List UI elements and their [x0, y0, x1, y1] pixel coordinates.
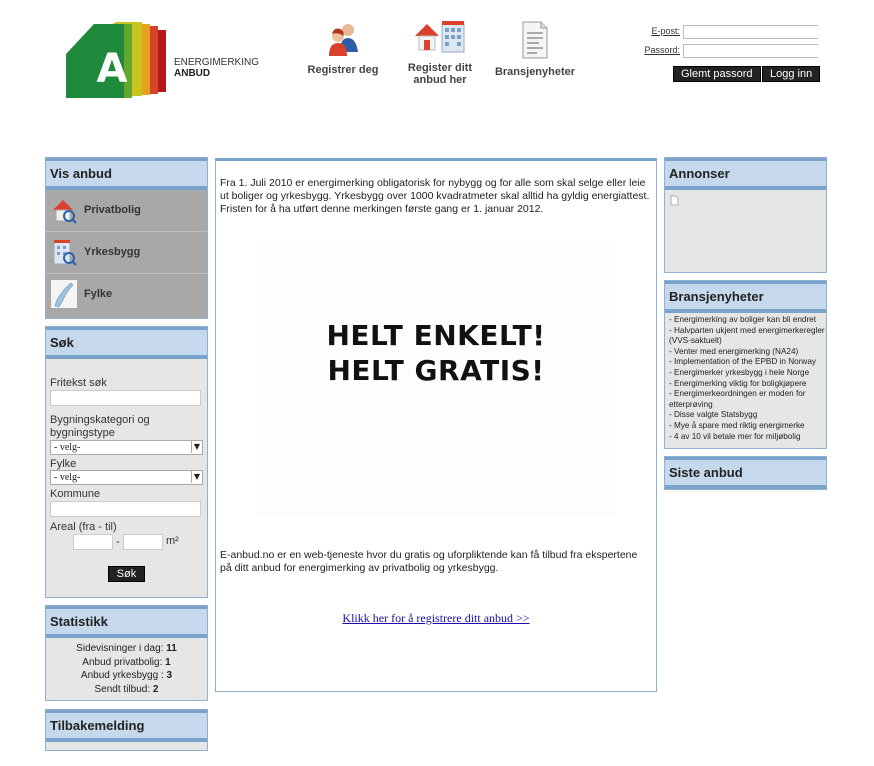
nav-label: Register ditt anbud her — [407, 62, 473, 86]
search-panel — [45, 326, 208, 598]
news-item[interactable]: - Energimerker yrkesbygg i hele Norge — [669, 367, 810, 377]
menu-item-fylke[interactable] — [46, 274, 207, 315]
stat-row: Anbud yrkesbygg : 3 — [80, 670, 173, 681]
password-field[interactable] — [683, 44, 818, 58]
main-content — [215, 158, 657, 692]
vis-anbud-title: Vis anbud — [46, 158, 207, 190]
nav-label: Bransjenyheter — [494, 66, 576, 78]
news-list — [665, 313, 826, 442]
menu-item-yrkesbygg[interactable] — [46, 232, 207, 274]
stat-row: Sendt tilbud: 2 — [94, 683, 159, 695]
kommune-input[interactable] — [50, 501, 201, 517]
building-search-icon — [51, 238, 77, 266]
intro-text: Fra 1. Juli 2010 er energimerking obligatorisk for nybygg og for alle som skal selge eller leie ut boliger og yrkesbygg. Yrkesbygg over 1000 kvadratmeter skal alltid ha gyldig energiattest. Fristen for å ha utført denne merkingen første gang er 1. januar 2012. — [220, 177, 650, 215]
news-item[interactable]: - Disse valgte Statsbygg — [669, 410, 758, 420]
nav-label: Registrer deg — [307, 64, 379, 76]
nav-register-bid[interactable] — [400, 18, 480, 86]
logo-letter: A — [96, 46, 128, 92]
feedback-panel[interactable] — [45, 709, 208, 751]
menu-label: Fylke — [84, 288, 113, 300]
news-item[interactable]: - Halvparten ukjent med energimerkeregler (VVS-saktuelt) — [669, 325, 825, 346]
stat-row: Anbud privatbolig: 1 — [82, 656, 171, 668]
house-building-icon — [412, 18, 468, 56]
chevron-down-icon: ▼ — [191, 441, 202, 453]
vis-anbud-panel — [45, 157, 208, 319]
news-item[interactable]: - Energimerkeordningen er moden for etterprøving — [669, 389, 806, 409]
chevron-down-icon: ▼ — [191, 471, 202, 483]
news-title: Bransjenyheter — [665, 281, 826, 313]
forgot-password-button[interactable]: Glemt passord — [673, 66, 761, 82]
document-icon — [520, 20, 550, 60]
logo-wordmark — [174, 57, 259, 79]
fylke-label: Fylke — [50, 458, 77, 470]
email-field[interactable] — [683, 25, 818, 39]
search-title: Søk — [46, 327, 207, 359]
ads-title: Annonser — [665, 158, 826, 190]
promo-banner — [256, 246, 616, 516]
nav-bransjenyheter[interactable] — [492, 20, 578, 78]
login-button[interactable]: Logg inn — [762, 66, 820, 82]
menu-item-privatbolig[interactable] — [46, 190, 207, 232]
news-item[interactable]: - Venter med energimerking (NA24) — [669, 346, 799, 356]
nav-register-user[interactable] — [300, 22, 386, 76]
logo-line2: ANBUD — [174, 68, 211, 79]
kategori-label: Bygningskategori og bygningstype — [50, 414, 150, 439]
promo-line2: HELT GRATIS! — [327, 354, 545, 387]
areal-to-input[interactable] — [123, 534, 163, 550]
areal-separator: - — [116, 536, 120, 548]
news-item[interactable]: - Implementation of the EPBD in Norway — [669, 357, 816, 367]
menu-label: Yrkesbygg — [84, 246, 141, 258]
promo-line1: HELT ENKELT! — [326, 319, 546, 352]
register-bid-link[interactable]: Klikk her for å registrere ditt anbud >> — [342, 611, 530, 625]
energy-label-logo-icon — [66, 22, 176, 100]
search-button[interactable]: Søk — [108, 566, 146, 582]
users-icon — [326, 22, 360, 58]
feedback-title: Tilbakemelding — [46, 710, 207, 742]
email-label: E-post: — [651, 26, 680, 36]
news-item[interactable]: - Mye å spare med riktig energimerke — [669, 420, 805, 430]
statistics-panel — [45, 605, 208, 701]
kommune-label: Kommune — [50, 488, 101, 500]
kategori-select[interactable]: - velg- ▼ — [50, 440, 203, 455]
fritekst-input[interactable] — [50, 390, 201, 406]
broken-image-icon — [670, 195, 679, 206]
latest-bids-title: Siste anbud — [665, 457, 826, 489]
areal-label: Areal (fra - til) — [50, 521, 117, 533]
latest-bids-panel — [664, 456, 827, 490]
menu-label: Privatbolig — [84, 204, 141, 216]
news-panel — [664, 280, 827, 449]
fylke-select[interactable]: - velg- ▼ — [50, 470, 203, 485]
areal-from-input[interactable] — [73, 534, 113, 550]
house-search-icon — [51, 196, 77, 224]
password-label: Passord: — [644, 45, 680, 55]
logo-line1: ENERGIMERKING — [174, 57, 260, 68]
description-text: E-anbud.no er en web-tjeneste hvor du gratis og uforpliktende kan få tilbud fra ekspertene på ditt anbud for energimerking av privatbolig og yrkesbygg. — [220, 549, 638, 574]
fritekst-label: Fritekst søk — [50, 377, 107, 389]
ads-panel — [664, 157, 827, 273]
norway-map-icon — [51, 280, 77, 308]
news-item[interactable]: - 4 av 10 vil betale mer for miljøbolig — [669, 431, 801, 441]
statistics-title: Statistikk — [46, 606, 207, 638]
news-item[interactable]: - Energimerking av boliger kan bli endret — [669, 315, 816, 324]
news-item[interactable]: - Energimerking viktig for boligkjøpere — [669, 378, 807, 388]
areal-unit: m² — [166, 535, 179, 547]
stat-row: Sidevisninger i dag: 11 — [76, 643, 177, 654]
